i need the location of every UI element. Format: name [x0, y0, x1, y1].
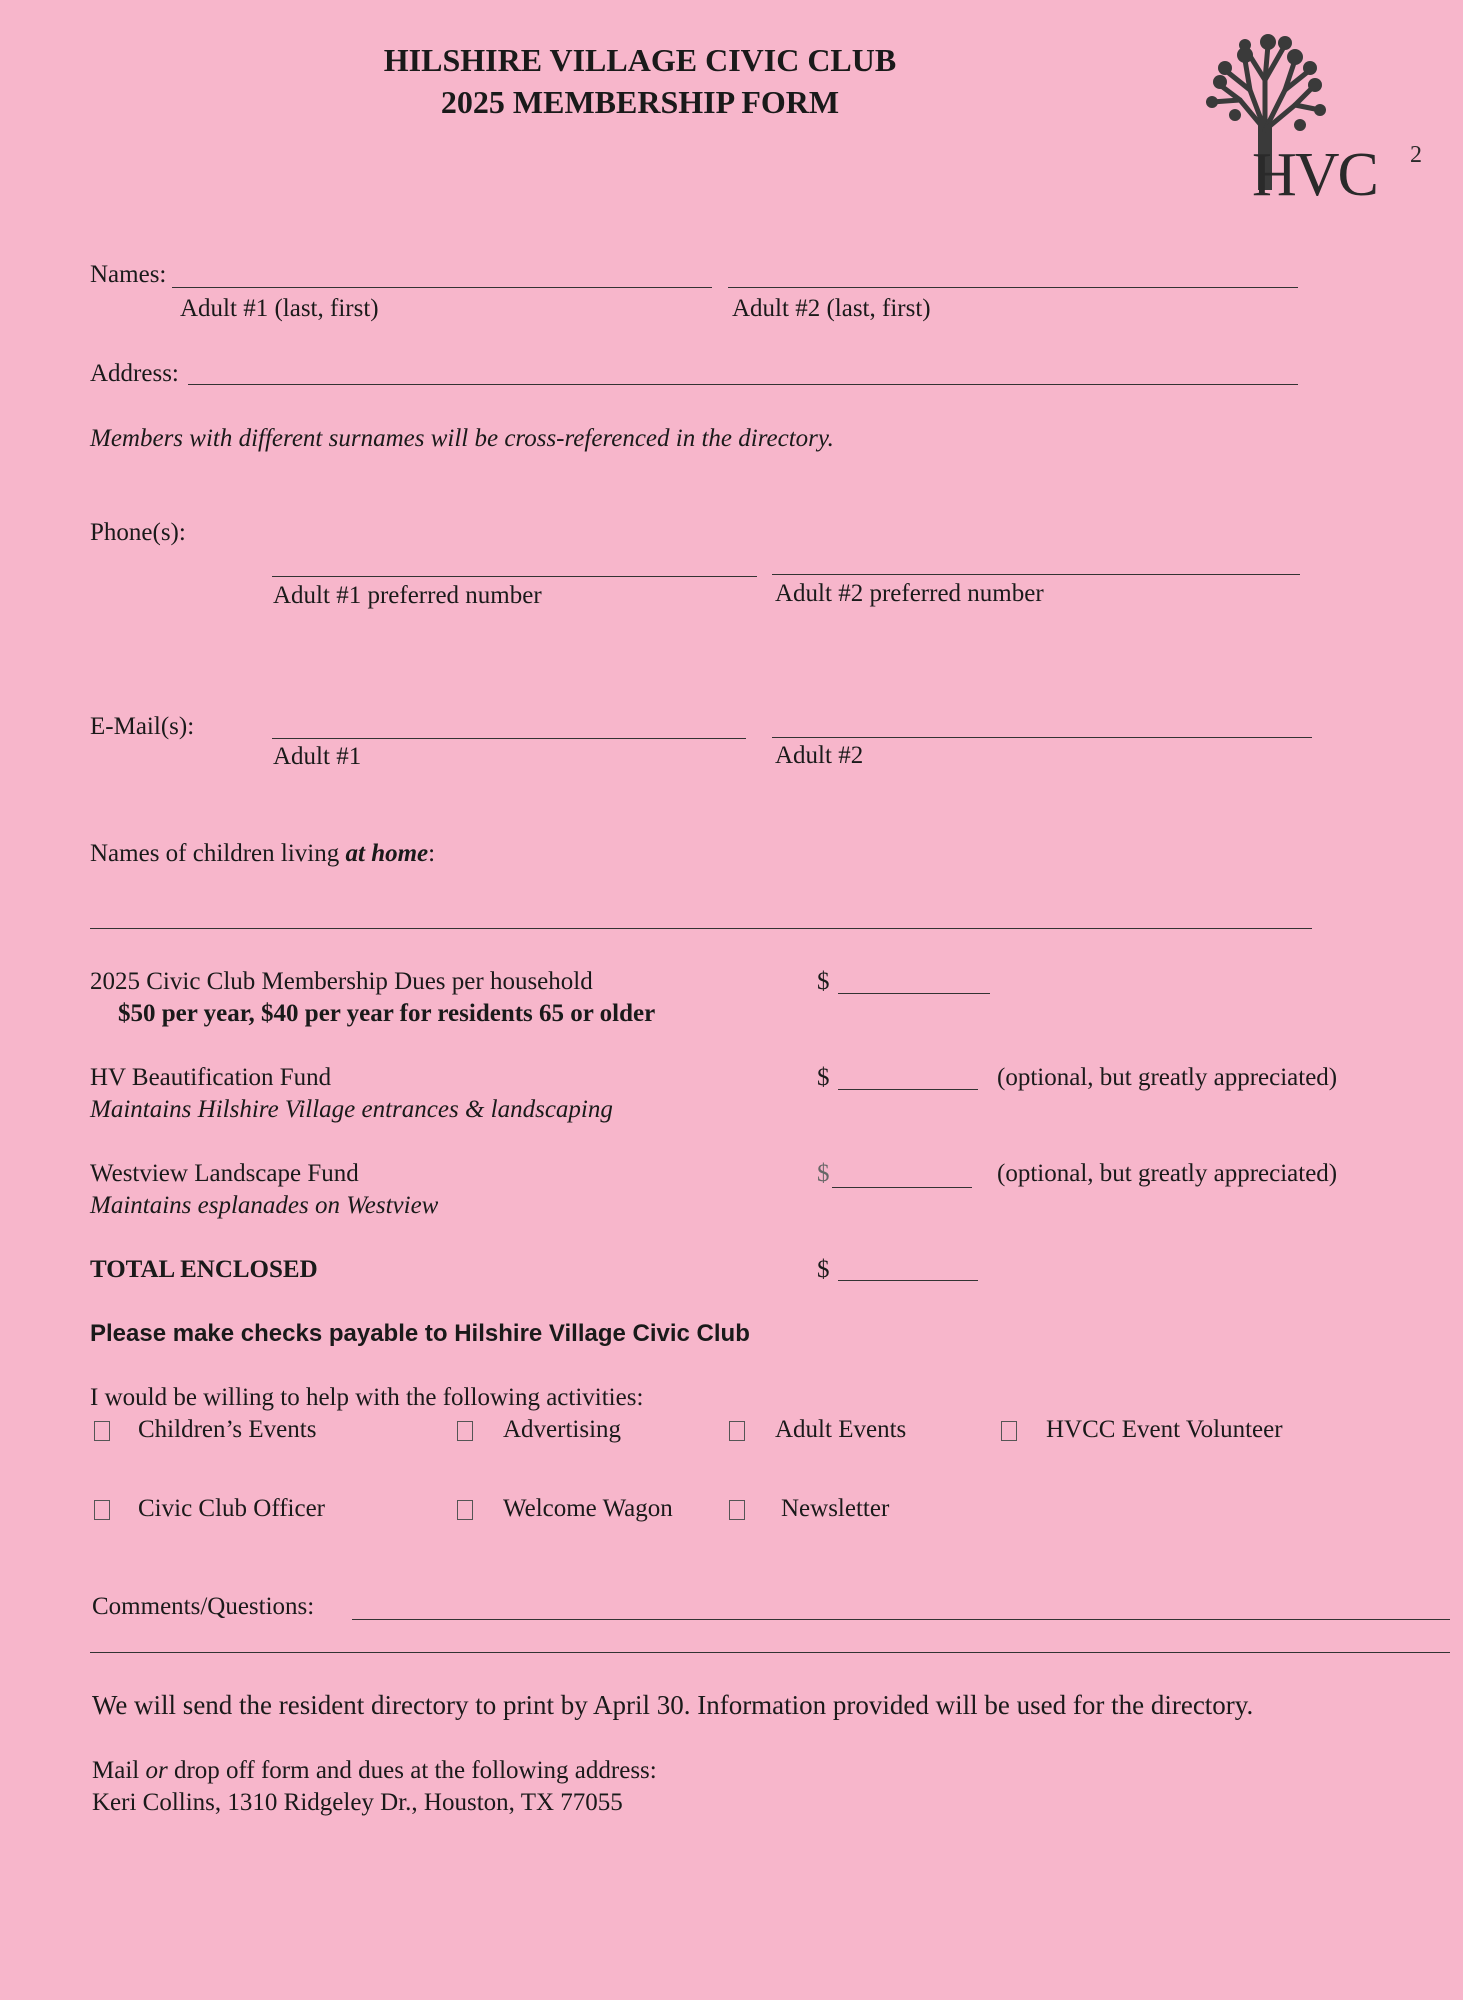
total-label: TOTAL ENCLOSED: [90, 1256, 318, 1283]
total-currency: $: [817, 1256, 830, 1283]
checkbox-hvcc-event-volunteer[interactable]: [1001, 1421, 1017, 1441]
children-label-emphasis: at home: [345, 840, 429, 867]
checkbox-childrens-events[interactable]: [94, 1421, 110, 1441]
email-label: E-Mail(s):: [90, 713, 195, 740]
beautification-title: HV Beautification Fund: [90, 1064, 332, 1091]
dues-amount-field[interactable]: [838, 993, 990, 994]
activity-childrens-events: Children’s Events: [138, 1416, 317, 1443]
checkbox-newsletter[interactable]: [729, 1500, 745, 1520]
checkbox-advertising[interactable]: [457, 1421, 473, 1441]
comments-field-line1[interactable]: [352, 1619, 1450, 1620]
adult1-email-field[interactable]: [272, 738, 746, 739]
comments-field-line2[interactable]: [90, 1652, 1450, 1653]
mail-address: Keri Collins, 1310 Ridgeley Dr., Houston, TX 77055: [92, 1789, 623, 1816]
adult2-phone-caption: Adult #2 preferred number: [775, 580, 1044, 607]
activity-adult-events: Adult Events: [775, 1416, 907, 1443]
adult1-phone-field[interactable]: [272, 576, 757, 577]
logo-text: HVC: [1252, 141, 1377, 209]
children-label: [90, 840, 435, 868]
mail-suffix: drop off form and dues at the following address:: [167, 1757, 657, 1784]
adult1-name-caption: Adult #1 (last, first): [180, 295, 379, 322]
westview-optional-note: (optional, but greatly appreciated): [997, 1160, 1338, 1187]
activity-newsletter: Newsletter: [781, 1495, 890, 1522]
directory-note: We will send the resident directory to print by April 30. Information provided will be used for the directory.: [92, 1690, 1254, 1720]
activity-hvcc-event-volunteer: HVCC Event Volunteer: [1046, 1416, 1283, 1443]
hvc-logo: [1200, 30, 1440, 210]
mail-instructions: [92, 1757, 657, 1785]
activities-intro: I would be willing to help with the following activities:: [90, 1384, 644, 1411]
dues-title: 2025 Civic Club Membership Dues per household: [90, 968, 593, 995]
logo-superscript: 2: [1410, 142, 1422, 168]
mail-emphasis: or: [145, 1757, 168, 1784]
beautification-subtitle: Maintains Hilshire Village entrances & landscaping: [90, 1096, 613, 1123]
address-label: Address:: [90, 360, 179, 387]
activity-civic-club-officer: Civic Club Officer: [138, 1495, 325, 1522]
comments-label: Comments/Questions:: [92, 1593, 315, 1620]
adult1-name-field[interactable]: [172, 287, 712, 288]
form-title-line2: 2025 MEMBERSHIP FORM: [440, 84, 840, 120]
adult2-email-caption: Adult #2: [775, 742, 864, 769]
checkbox-adult-events[interactable]: [729, 1421, 745, 1441]
names-label: Names:: [90, 261, 167, 288]
adult2-name-caption: Adult #2 (last, first): [732, 295, 931, 322]
adult1-phone-caption: Adult #1 preferred number: [273, 582, 542, 609]
surname-note: Members with different surnames will be cross-referenced in the directory.: [90, 425, 834, 452]
children-names-field[interactable]: [90, 928, 1312, 929]
children-label-prefix: Names of children living: [90, 840, 346, 867]
adult2-name-field[interactable]: [728, 287, 1298, 288]
westview-subtitle: Maintains esplanades on Westview: [90, 1192, 439, 1219]
beautification-optional-note: (optional, but greatly appreciated): [997, 1064, 1338, 1091]
westview-title: Westview Landscape Fund: [90, 1160, 359, 1187]
adult2-email-field[interactable]: [772, 737, 1312, 738]
beautification-amount-field[interactable]: [838, 1089, 978, 1090]
total-amount-field[interactable]: [838, 1280, 978, 1281]
westview-amount-field[interactable]: [832, 1187, 972, 1188]
mail-prefix: Mail: [92, 1757, 146, 1784]
checks-payable-note: Please make checks payable to Hilshire Village Civic Club: [90, 1320, 750, 1347]
activity-welcome-wagon: Welcome Wagon: [503, 1495, 673, 1522]
form-title-line1: HILSHIRE VILLAGE CIVIC CLUB: [383, 42, 897, 78]
adult2-phone-field[interactable]: [772, 574, 1300, 575]
activity-advertising: Advertising: [503, 1416, 622, 1443]
phone-label: Phone(s):: [90, 519, 186, 546]
westview-currency: $: [817, 1160, 830, 1187]
dues-currency: $: [817, 968, 830, 995]
beautification-currency: $: [817, 1064, 830, 1091]
checkbox-civic-club-officer[interactable]: [94, 1500, 110, 1520]
address-field[interactable]: [188, 384, 1298, 385]
children-label-suffix: :: [428, 840, 436, 867]
checkbox-welcome-wagon[interactable]: [457, 1500, 473, 1520]
dues-rates: $50 per year, $40 per year for residents 65 or older: [118, 1000, 656, 1027]
adult1-email-caption: Adult #1: [273, 743, 362, 770]
